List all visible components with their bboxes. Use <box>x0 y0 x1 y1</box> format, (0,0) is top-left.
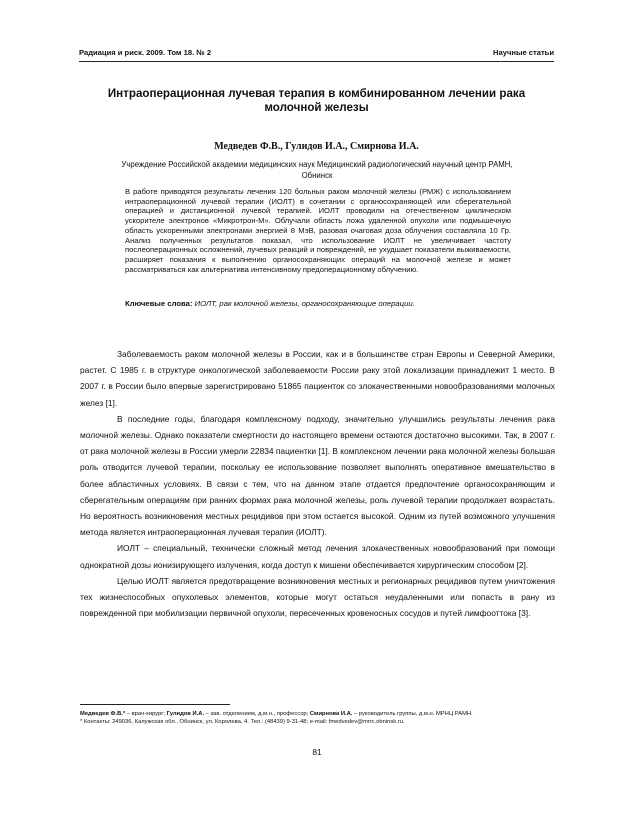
section-name: Научные статьи <box>493 48 554 57</box>
footnote-author-name: Смирнова И.А. <box>309 711 353 717</box>
footnote-contacts: * Контакты: 249036, Калужская обл., Обнинск, ул. Королева, 4. Тел.: (48439) 9-31-48; e-mail: fmedvedev@mrrc.obninsk.ru. <box>80 719 405 725</box>
footnote <box>80 710 555 726</box>
header-divider <box>79 61 554 62</box>
body-paragraph: В последние годы, благодаря комплексному подходу, значительно улучшились результаты лечения рака молочной железы. Однако показатели смертности до настоящего времени остаются достаточно высокими. Так, в 2007 г. от рака молочной железы в России умерли 22834 пациентки [1]. В комплексном лечении рака молочной железы большая роль отводится лучевой терапии, поскольку ее использование позволяет выполнять оперативное вмешательство в более абластичных условиях. В связи с тем, что на данном этапе отдается предпочтение органосохраняющим и сберегательным операциям при ранних формах рака молочной железы, роль лучевой терапии продолжает возрастать. Но вероятность возникновения местных рецидивов при этом остается высокой. Одним из путей возможного улучшения метода является интраоперационная лучевая терапия (ИОЛТ). <box>80 413 555 538</box>
footnote-author-role: – врач-хирург; <box>125 711 167 717</box>
body-paragraph: Заболеваемость раком молочной железы в России, как и в большинстве стран Европы и Северной Америки, растет. С 1985 г. в структуре онкологической заболеваемости России раку этой локализации принадлежит 1 место. В 2007 г. в России было впервые зарегистрировано 51865 пациенток со злокачественными новообразованиями молочных желез [1]. <box>80 349 555 408</box>
footnote-authors <box>80 710 555 718</box>
footnote-divider <box>80 704 230 705</box>
footnote-author-name: Гулидов И.А. <box>166 711 205 717</box>
footnote-author-name: Медведев Ф.В.* <box>80 711 126 717</box>
article-authors: Медведев Ф.В., Гулидов И.А., Смирнова И.А. <box>214 141 419 152</box>
article-body <box>80 346 555 621</box>
footnote-author-role: – руководитель группы, д.м.н. МРНЦ РАМН. <box>352 711 473 717</box>
running-header <box>79 48 554 60</box>
body-paragraph: Целью ИОЛТ является предотвращение возникновения местных и регионарных рецидивов путем уничтожения тех жизнеспособных опухолевых элементов, которые могут остаться неудаленными или попасть в рану из поврежденной при мобилизации первичной опухоли, пересеченных кровеносных сосудов и путей лимфооттока [3]. <box>80 575 555 619</box>
journal-citation: Радиация и риск. 2009. Том 18. № 2 <box>79 48 212 57</box>
keywords <box>125 299 511 308</box>
abstract: В работе приводятся результаты лечения 120 больных раком молочной железы (РМЖ) с использованием интраоперационной лучевой терапии (ИОЛТ) в сочетании с органосохраняющей или сберегательной операцией и дистанционной лучевой терапией. ИОЛТ проводили на отечественном циклическом ускорителе электронов «Микротрон-М». Облучали область ложа удаленной опухоли или подмышечную область ускоренными электронами энергией 8 МэВ, разовая очаговая доза облучения составляла 10 Гр. Анализ полученных результатов показал, что использование ИОЛТ не увеличивает частоту послеоперационных осложнений, лучевых реакций и повреждений, не ухудшает показатели выживаемости, расширяет показания к выполнению органосохраняющих операций на молочной железе и может рассматриваться как альтернатива интенсивному предоперационному облучению. <box>125 187 511 274</box>
footnote-author-role: – зав. отделением, д.м.н., профессор; <box>204 711 310 717</box>
page-number: 81 <box>312 747 322 757</box>
article-title: Интраоперационная лучевая терапия в комбинированном лечении рака молочной железы <box>107 87 526 114</box>
body-paragraph: ИОЛТ – специальный, технически сложный метод лечения злокачественных новообразований при помощи однократной дозы ионизирующего излучения, когда доступ к мишени обеспечивается хирургическим способом [2]. <box>80 543 555 570</box>
keywords-label: Ключевые слова: <box>125 299 193 308</box>
keywords-text: ИОЛТ, рак молочной железы, органосохраняющие операции. <box>194 299 415 308</box>
author-affiliation: Учреждение Российской академии медицинских наук Медицинский радиологический научный центр РАМН, Обнинск <box>121 160 513 180</box>
